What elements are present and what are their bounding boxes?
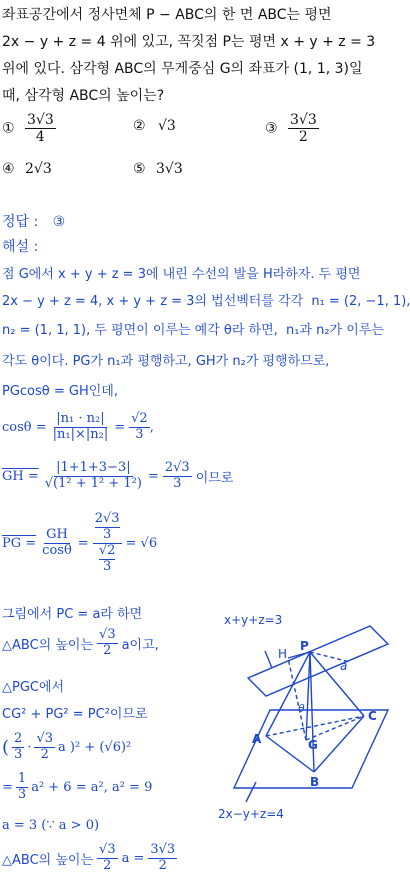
tetrahedron-edges [266, 652, 364, 772]
problem-line-2: 2x − y + z = 4 위에 있고, 꼭짓점 P는 평면 x + y + z = 3 [2, 34, 376, 50]
fig-line-7: a = 3 (∵ a > 0) [2, 818, 100, 833]
bottom-plane-label: 2x−y+z=4 [218, 807, 284, 821]
choice-5[interactable] [133, 161, 183, 177]
choice-1-num: 3√3 [27, 112, 54, 128]
problem-line-1: 좌표공간에서 정사면체 P − ABC의 한 면 ABC는 평면 [2, 7, 332, 23]
choice-label: ① [2, 120, 15, 137]
bottom-plane-arrow [246, 782, 256, 802]
point-G: G [308, 738, 318, 752]
choice-label: ② [133, 118, 146, 134]
point-C: C [368, 709, 377, 723]
final-line: △ABC의 높이는 $\frac{√3}{2}$ a = $\frac{3√3}{2}$ [2, 842, 176, 873]
point-H: H [278, 647, 288, 661]
gh-formula: GH = $\frac{|1+1+3-3|}{\text{√(1² + 1² + 1²)}}$ = $\frac{2√3}{3}$ 이므로 [2, 460, 234, 491]
choice-3-num: 3√3 [290, 112, 317, 128]
choice-1-den: 4 [35, 129, 45, 146]
fig-line-4: CG² + PG² = PC²이므로 [2, 707, 148, 722]
top-plane-arrow [265, 651, 272, 668]
fig-line-6: = $\frac{1}{3}$ a² + 6 = a², a² = 9 [2, 771, 153, 802]
problem-line-4: 때, 삼각형 ABC의 높이는? [2, 88, 165, 104]
fig-line-2: △ABC의 높이는 $\frac{√3}{2}$ a이고, [2, 627, 159, 658]
fig-line-3: △PGC에서 [2, 680, 65, 695]
point-A: A [252, 732, 262, 746]
top-plane-label: x+y+z=3 [224, 613, 283, 627]
explanation-line-2: 2x − y + z = 4, x + y + z = 3의 법선벡터를 각각 n₁ = (2, −1, 1), [2, 294, 410, 309]
answer-value: ③ [52, 214, 66, 230]
tetrahedron-figure [210, 606, 398, 826]
point-P: P [300, 639, 309, 653]
choice-label: ③ [265, 120, 278, 137]
explanation-title: 해설 : [2, 239, 39, 255]
explanation-line-5: PGcosθ = GH인데, [2, 384, 118, 399]
choice-4[interactable] [2, 161, 52, 177]
fig-line-5: ( $\frac{2}{3}$ · $\frac{√3}{2}$ a )² + (√6)² [2, 731, 132, 762]
cos-formula: cosθ = $\frac{\text{|n₁ · n₂|}}{\text{|n₁|×|n₂|}}$ = $\frac{√2}{3}$ , [2, 411, 154, 442]
explanation-line-4: 각도 θ이다. PG가 n₁과 평행하고, GH가 n₂가 평행하므로, [2, 354, 330, 369]
angle-theta: θ [298, 702, 305, 715]
problem-line-3: 위에 있다. 삼각형 ABC의 무게중심 G의 좌표가 (1, 1, 3)일 [2, 61, 363, 77]
choice-label: ④ [2, 161, 15, 177]
answer [2, 211, 65, 231]
explanation-line-3: n₂ = (1, 1, 1), 두 평면이 이루는 예각 θ라 하면, n₁과 n₂가 이루는 [2, 323, 384, 338]
choice-4-text: 2√3 [25, 161, 52, 177]
choice-label: ⑤ [133, 161, 146, 177]
pg-formula: PG = $\frac{GH}{\cos\theta}$ = 2√3 3 √2 3 = √6 [2, 511, 158, 574]
label-a: a [340, 659, 348, 673]
explanation-line-1: 점 G에서 x + y + z = 3에 내린 수선의 발을 H라하자. 두 평면 [2, 267, 361, 282]
choice-1[interactable] [2, 112, 56, 145]
choice-2[interactable] [133, 118, 176, 134]
choice-2-text: √3 [158, 118, 176, 134]
choice-5-text: 3√3 [156, 161, 183, 177]
answer-label: 정답 : [2, 214, 39, 230]
point-B: B [310, 775, 320, 789]
choice-3-den: 2 [298, 129, 308, 146]
choice-3[interactable] [265, 112, 319, 145]
fig-line-1: 그림에서 PC = a라 하면 [2, 607, 143, 622]
